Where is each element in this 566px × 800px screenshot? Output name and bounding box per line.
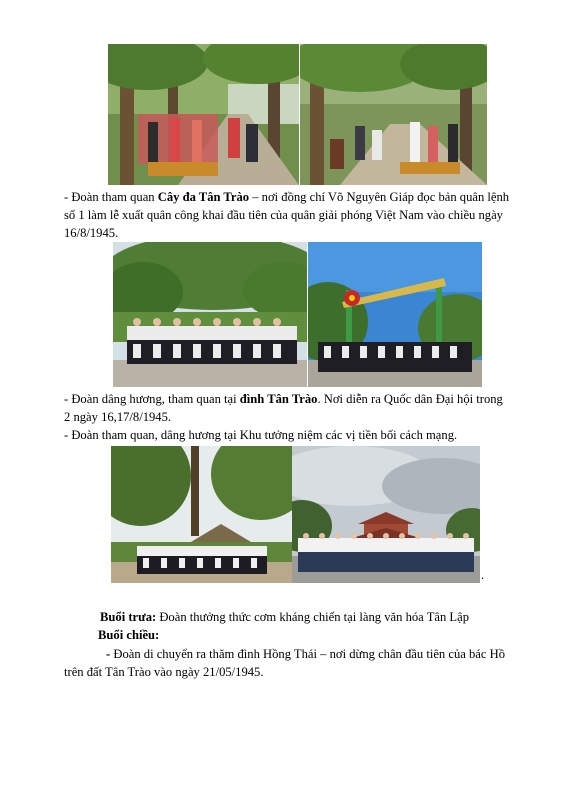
trailing-dot: . [481, 568, 485, 582]
photo-communal-house-group-right [308, 242, 482, 387]
photo-banyan-tree-group-right [300, 44, 487, 185]
paragraph-banyan-tree [64, 188, 509, 242]
photo-communal-house-group-left [113, 242, 307, 387]
text-prefix: - Đoàn tham quan [64, 190, 158, 204]
afternoon-line [98, 626, 159, 644]
photo-memorial-group-right [292, 446, 480, 583]
text-line: trên đất Tân Trào vào ngày 21/05/1945. [64, 665, 264, 679]
photo-memorial-group-left [111, 446, 292, 583]
bullet-dash: - [106, 647, 114, 661]
text-line: 16/8/1945. [64, 226, 119, 240]
text-suffix: . Nơi diễn ra Quốc dân Đại hội trong [317, 392, 503, 406]
text-suffix: – nơi đồng chí Võ Nguyên Giáp đọc bản quân lệnh [249, 190, 510, 204]
noon-line [100, 608, 469, 626]
noon-label: Buổi trưa: [100, 610, 157, 624]
paragraph-communal-house [64, 390, 503, 444]
text-prefix: - Đoàn dâng hương, tham quan tại [64, 392, 240, 406]
bold-place-name: Cây đa Tân Trào [157, 190, 250, 204]
paragraph-hong-thai [64, 645, 505, 681]
afternoon-label: Buổi chiều: [98, 628, 160, 642]
text-line: số 1 làm lễ xuất quân công khai đầu tiên của quân giải phóng Việt Nam vào chiều ngày [64, 208, 503, 222]
noon-text: Đoàn thưởng thức cơm kháng chiến tại làng văn hóa Tân Lập [156, 610, 469, 624]
bold-place-name: đình Tân Trào [239, 392, 318, 406]
text-line: 2 ngày 16,17/8/1945. [64, 410, 172, 424]
paragraph-memorial: - Đoàn tham quan, dâng hương tại Khu tưởng niệm các vị tiền bối cách mạng. [64, 428, 458, 442]
photo-banyan-tree-group-left [108, 44, 299, 185]
text-line: Đoàn di chuyển ra thăm đình Hồng Thái – nơi dừng chân đầu tiên của bác Hồ [113, 647, 506, 661]
